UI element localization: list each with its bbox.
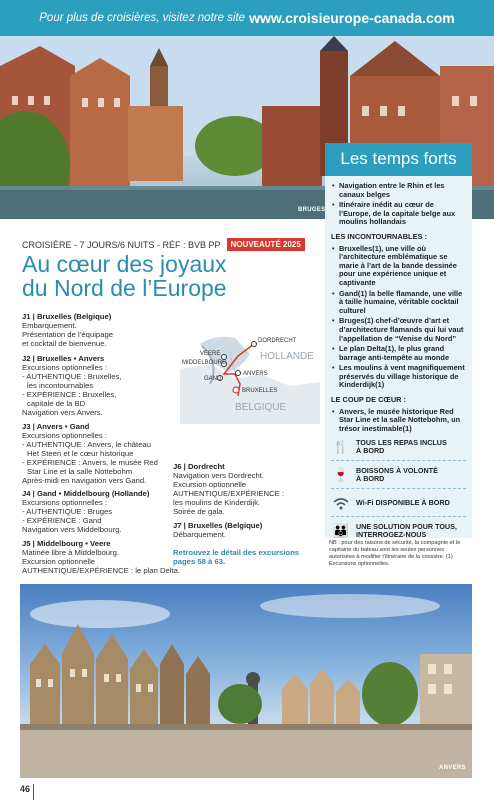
map-city-label: VEERE xyxy=(200,351,221,357)
map-city-label: BRUXELLES xyxy=(242,388,278,394)
day-title: J2 | Bruxelles • Anvers xyxy=(22,354,105,363)
perk-drinks xyxy=(331,466,466,484)
map-country-label: BELGIQUE xyxy=(235,402,287,413)
day-line: les moulins de Kinderdijk. xyxy=(173,498,261,507)
perk-line: Wi-Fi DISPONIBLE À BORD xyxy=(356,498,450,508)
wifi-icon xyxy=(331,494,351,512)
city-marker xyxy=(233,387,239,393)
perk-wifi xyxy=(331,494,466,512)
day-line: et cocktail de bienvenue. xyxy=(22,339,107,348)
incontournable-item: • Bruxelles(1), une ville où l’architecture emblématique se marie à l’art de la bande dessinée pour une expérience unique et captivante xyxy=(331,245,466,288)
day-title: J5 | Middelbourg • Veere xyxy=(22,539,111,548)
day-line: Star Line et la salle Nottebohm xyxy=(27,467,133,476)
day-line: Navigation vers Middelbourg. xyxy=(22,525,122,534)
day-title: J1 | Bruxelles (Belgique) xyxy=(22,312,112,321)
new-badge: NOUVEAUTÉ 2025 xyxy=(227,238,305,251)
day-title: J7 | Bruxelles (Belgique) xyxy=(173,521,263,530)
divider xyxy=(331,460,466,461)
excursion-details-link[interactable]: Retrouvez le détail des excursions pages 58 à 63. xyxy=(173,548,300,566)
day-line: Soirée de gala. xyxy=(173,507,225,516)
perk-line: BOISSONS À VOLONTÉ xyxy=(356,466,438,476)
highlights-list xyxy=(331,182,466,227)
highlight-item: • Itinéraire inédit au cœur de l’Europe, de la capitale belge aux moulins hollandais xyxy=(331,201,466,227)
day-line: Présentation de l’équipage xyxy=(22,330,114,339)
title-line-2: du Nord de l’Europe xyxy=(22,275,227,301)
day-line: - EXPÉRIENCE : Anvers, le musée Red xyxy=(22,458,158,467)
city-marker xyxy=(222,355,227,360)
day-line: - EXPÉRIENCE : Bruxelles, xyxy=(22,390,117,399)
highlights-title: Les temps forts xyxy=(325,143,472,176)
day-line: Navigation vers Dordrecht. xyxy=(173,471,265,480)
perk-line: À BORD xyxy=(356,474,385,484)
meal-icon: 🍴 xyxy=(332,439,350,455)
page-divider xyxy=(33,784,34,800)
itinerary-day xyxy=(22,312,172,348)
page-number: 46 xyxy=(20,784,31,794)
perk-line: À BORD xyxy=(356,446,385,456)
day-line: AUTHENTIQUE/EXPÉRIENCE : xyxy=(173,489,285,498)
coup-de-coeur-item: • Anvers, le musée historique Red Star Line et la salle Nottebohm, un trésor inestimable(1) xyxy=(331,408,466,434)
day-line: Navigation vers Anvers. xyxy=(22,408,103,417)
divider xyxy=(331,488,466,489)
day-line: Excursions optionnelles : xyxy=(22,431,108,440)
page-title xyxy=(22,252,322,300)
incontournables-heading: LES INCONTOURNABLES : xyxy=(331,231,427,241)
highlights-panel xyxy=(325,143,472,538)
itinerary-day xyxy=(173,521,323,539)
day-line: - EXPÉRIENCE : Gand xyxy=(22,516,102,525)
city-marker xyxy=(236,371,241,376)
incontournables-list xyxy=(331,245,466,391)
day-line: Excursions optionnelles : xyxy=(22,498,108,507)
cruise-meta xyxy=(22,238,305,251)
highlight-item: • Navigation entre le Rhin et les canaux belges xyxy=(331,182,466,199)
perk-family xyxy=(331,522,466,540)
day-line: Excursions optionnelles : xyxy=(22,363,108,372)
day-line: Excursion optionnelle xyxy=(173,480,247,489)
title-line-1: Au cœur des joyaux xyxy=(22,251,227,277)
incontournable-item: • Les moulins à vent magnifiquement préservés du village historique de Kinderdijk(1) xyxy=(331,364,466,390)
incontournable-item: • Gand(1) la belle flamande, une ville à taille humaine, véritable cocktail culturel xyxy=(331,290,466,316)
day-title: J3 | Anvers • Gand xyxy=(22,422,90,431)
map-city-label: ANVERS xyxy=(243,371,268,377)
day-line: Embarquement. xyxy=(22,321,77,330)
day-line: Après-midi en navigation vers Gand. xyxy=(22,476,147,485)
day-line: Excursion optionnelle xyxy=(22,557,96,566)
site-banner xyxy=(0,0,494,36)
photo-caption: ANVERS xyxy=(439,765,466,771)
perk-line: TOUS LES REPAS INCLUS xyxy=(356,438,447,448)
map-city-label: GAND xyxy=(204,376,222,382)
day-line: - AUTHENTIQUE : Bruges xyxy=(22,507,113,516)
route-map xyxy=(180,324,320,424)
day-title: J4 | Gand • Middelbourg (Hollande) xyxy=(22,489,150,498)
itinerary-day xyxy=(22,354,172,417)
day-line: Het Steen et le cœur historique xyxy=(27,449,134,458)
itinerary-day xyxy=(22,489,172,534)
banner-lead: Pour plus de croisières, visitez notre site xyxy=(39,12,246,24)
photo-anvers xyxy=(20,584,472,778)
family-icon: 👪 xyxy=(332,523,350,539)
perk-line: INTERROGEZ-NOUS xyxy=(356,530,427,540)
cruise-reference: CROISIÈRE - 7 JOURS/6 NUITS - RÉF : BVB PP xyxy=(22,239,221,250)
itinerary-day xyxy=(22,539,182,575)
map-country-label: HOLLANDE xyxy=(260,351,314,362)
hero-caption: BRUGES xyxy=(298,207,326,213)
perk-line: UNE SOLUTION POUR TOUS, xyxy=(356,522,457,532)
anvers-illustration xyxy=(20,584,472,778)
map-city-label: MIDDELBOURG xyxy=(182,360,227,366)
day-line: les incontournables xyxy=(27,381,94,390)
itinerary-day xyxy=(173,462,323,516)
coup-de-coeur-list xyxy=(331,408,466,434)
website-link[interactable]: www.croisieurope-canada.com xyxy=(249,10,455,26)
city-marker xyxy=(252,342,257,347)
map-city-label: DORDRECHT xyxy=(258,338,297,344)
divider xyxy=(331,516,466,517)
map-graphic xyxy=(180,324,320,424)
itinerary-day xyxy=(22,422,182,485)
day-line: - AUTHENTIQUE : Anvers, le château xyxy=(22,440,152,449)
day-line: Matinée libre à Middelbourg. xyxy=(22,548,120,557)
day-line: AUTHENTIQUE/EXPÉRIENCE : le plan Delta. xyxy=(22,566,181,575)
day-line: capitale de la BD xyxy=(27,399,86,408)
day-line: Débarquement. xyxy=(173,530,226,539)
footnote: NB : pour des raisons de sécurité, la compagnie et le capitaine du bateau sont les seules personnes autorisées à modifier l’itinéraire de la croisière. (1) Excursions optionnelles. xyxy=(329,540,461,567)
drinks-icon: 🍷 xyxy=(332,467,350,483)
perk-meals xyxy=(331,438,466,456)
coup-de-coeur-heading: LE COUP DE CŒUR : xyxy=(331,395,407,405)
day-line: - AUTHENTIQUE : Bruxelles, xyxy=(22,372,122,381)
incontournable-item: • Bruges(1) chef-d’œuvre d’art et d’architecture flamands qui lui vaut l’appellation de “Venise du Nord” xyxy=(331,317,466,343)
incontournable-item: • Le plan Delta(1), le plus grand barrage anti-tempête au monde xyxy=(331,345,466,362)
day-title: J6 | Dordrecht xyxy=(173,462,225,471)
